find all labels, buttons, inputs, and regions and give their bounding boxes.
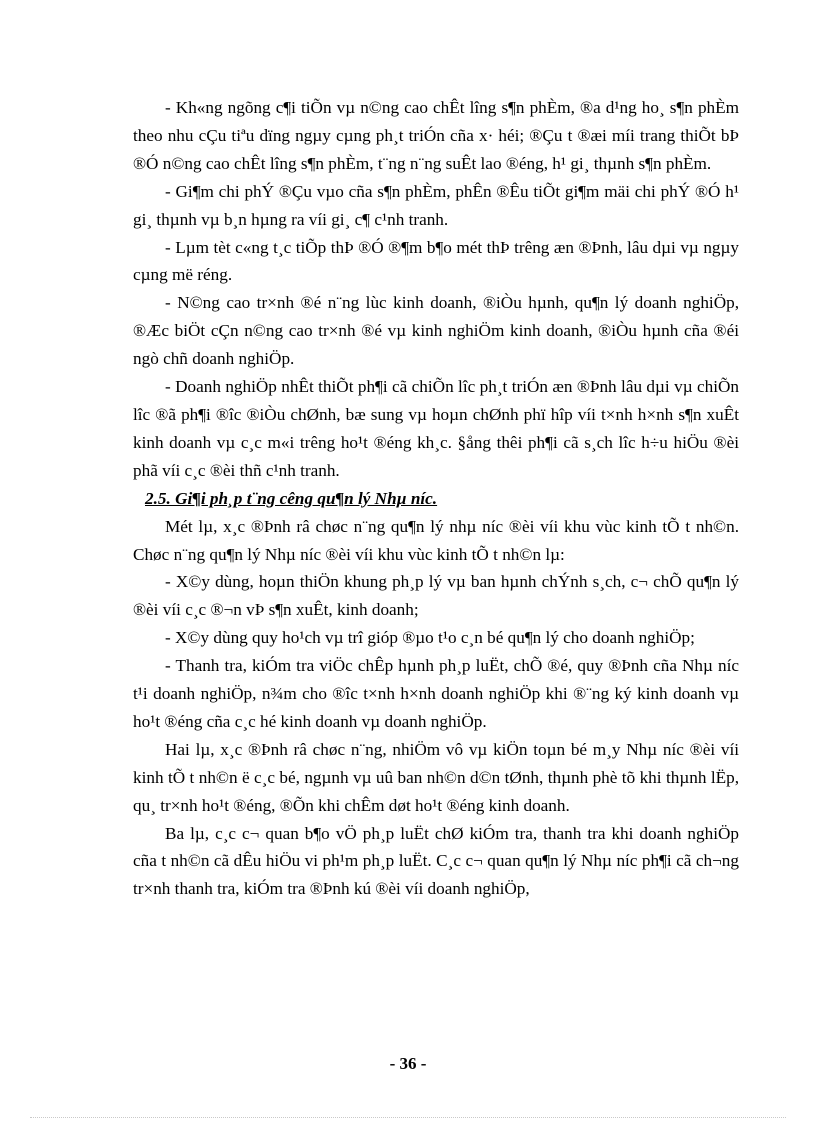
paragraph-management-capacity: - N©ng cao tr×nh ®é n¨ng lùc kinh doanh, ®iÒu hµnh, qu¶n lý doanh nghiÖp, ®Æc biÖt cÇn n©ng cao tr×nh ®é vµ kinh nghiÖm kinh doanh, ®iÒu hµnh cña ®éi ngò chñ doanh nghiÖp. (133, 293, 739, 369)
paragraph-point-one: Mét lµ, x¸c ®Þnh râ chøc n¨ng qu¶n lý nhµ níc ®èi víi khu vùc kinh tÕ t nh©n. Chøc n¨ng qu¶n lý Nhµ níc ®èi víi khu vùc kinh tÕ t nh©n lµ: (133, 516, 739, 564)
paragraph-reduce-costs: - Gi¶m chi phÝ ®Çu vµo cña s¶n phÈm, phÊn ®Êu tiÕt gi¶m mäi chi phÝ ®Ó h¹ gi¸ thµnh vµ b¸n hµng ra víi gi¸ c¶ c¹nh tranh. (133, 181, 739, 229)
paragraph-planning: - X©y dùng quy ho¹ch vµ trî gióp ®µo t¹o c¸n bé qu¶n lý cho doanh nghiÖp; (165, 628, 695, 648)
paragraph-point-three: Ba lµ, c¸c c¬ quan b¶o vÖ ph¸p luËt chØ kiÓm tra, thanh tra khi doanh nghiÖp cña t nh©n cã dÊu hiÖu vi ph¹m ph¸p luËt. C¸c c¬ quan qu¶n lý Nhµ níc ph¶i cã ch¬ng tr×nh thanh tra, kiÓm tra ®Þnh kú ®èi víi doanh nghiÖp, (133, 823, 739, 899)
page-number: - 36 - (389, 1054, 427, 1073)
paragraph-product-quality: - Kh«ng ngõng c¶i tiÕn vµ n©ng cao chÊt lîng s¶n phÈm, ®a d¹ng ho¸ s¶n phÈm theo nhu cÇu tiªu dïng ngµy cµng ph¸t triÓn cña x· héi; ®Çu t ®æi míi trang thiÕt bÞ ®Ó n©ng cao chÊt lîng s¶n phÈm, t¨ng n¨ng suÊt lao ®éng, h¹ gi¸ thµnh s¶n phÈm. (133, 98, 739, 173)
paragraph-marketing: - Lµm tèt c«ng t¸c tiÕp thÞ ®Ó ®¶m b¶o mét thÞ trêng æn ®Þnh, lâu dµi vµ ngµy cµng më réng. (133, 237, 739, 285)
section-heading: 2.5. Gi¶i ph¸p t¨ng cêng qu¶n lý Nhµ níc. (145, 488, 438, 508)
paragraph-strategy: - Doanh nghiÖp nhÊt thiÕt ph¶i cã chiÕn lîc ph¸t triÓn æn ®Þnh lâu dµi vµ chiÕn lîc ®ã ph¶i ®îc ®iÒu chØnh, bæ sung vµ hoµn chØnh phï hîp víi t×nh h×nh s¶n xuÊt kinh doanh vµ c¸c m«i trêng ho¹t ®éng kh¸c. §ång thêi ph¶i cã s¸ch lîc h÷u hiÖu ®èi phã víi c¸c ®èi thñ c¹nh tranh. (133, 377, 739, 480)
paragraph-inspection: - Thanh tra, kiÓm tra viÖc chÊp hµnh ph¸p luËt, chÕ ®é, quy ®Þnh cña Nhµ níc t¹i doanh nghiÖp, n¾m cho ®îc t×nh h×nh doanh nghiÖp khi ®¨ng ký kinh doanh vµ ho¹t ®éng cña c¸c hé kinh doanh vµ doanh nghiÖp. (133, 656, 739, 731)
page-body (133, 94, 739, 903)
paragraph-point-two: Hai lµ, x¸c ®Þnh râ chøc n¨ng, nhiÖm vô vµ kiÖn toµn bé m¸y Nhµ níc ®èi víi kinh tÕ t nh©n ë c¸c bé, ngµnh vµ uû ban nh©n d©n tØnh, thµnh phè tõ khi thµnh lËp, qu¸ tr×nh ho¹t ®éng, ®Õn khi chÊm døt ho¹t ®éng kinh doanh. (133, 739, 739, 815)
paragraph-legal-framework: - X©y dùng, hoµn thiÖn khung ph¸p lý vµ ban hµnh chÝnh s¸ch, c¬ chÕ qu¶n lý ®èi víi c¸c ®¬n vÞ s¶n xuÊt, kinh doanh; (133, 572, 739, 620)
page-bottom-divider (30, 1117, 786, 1118)
